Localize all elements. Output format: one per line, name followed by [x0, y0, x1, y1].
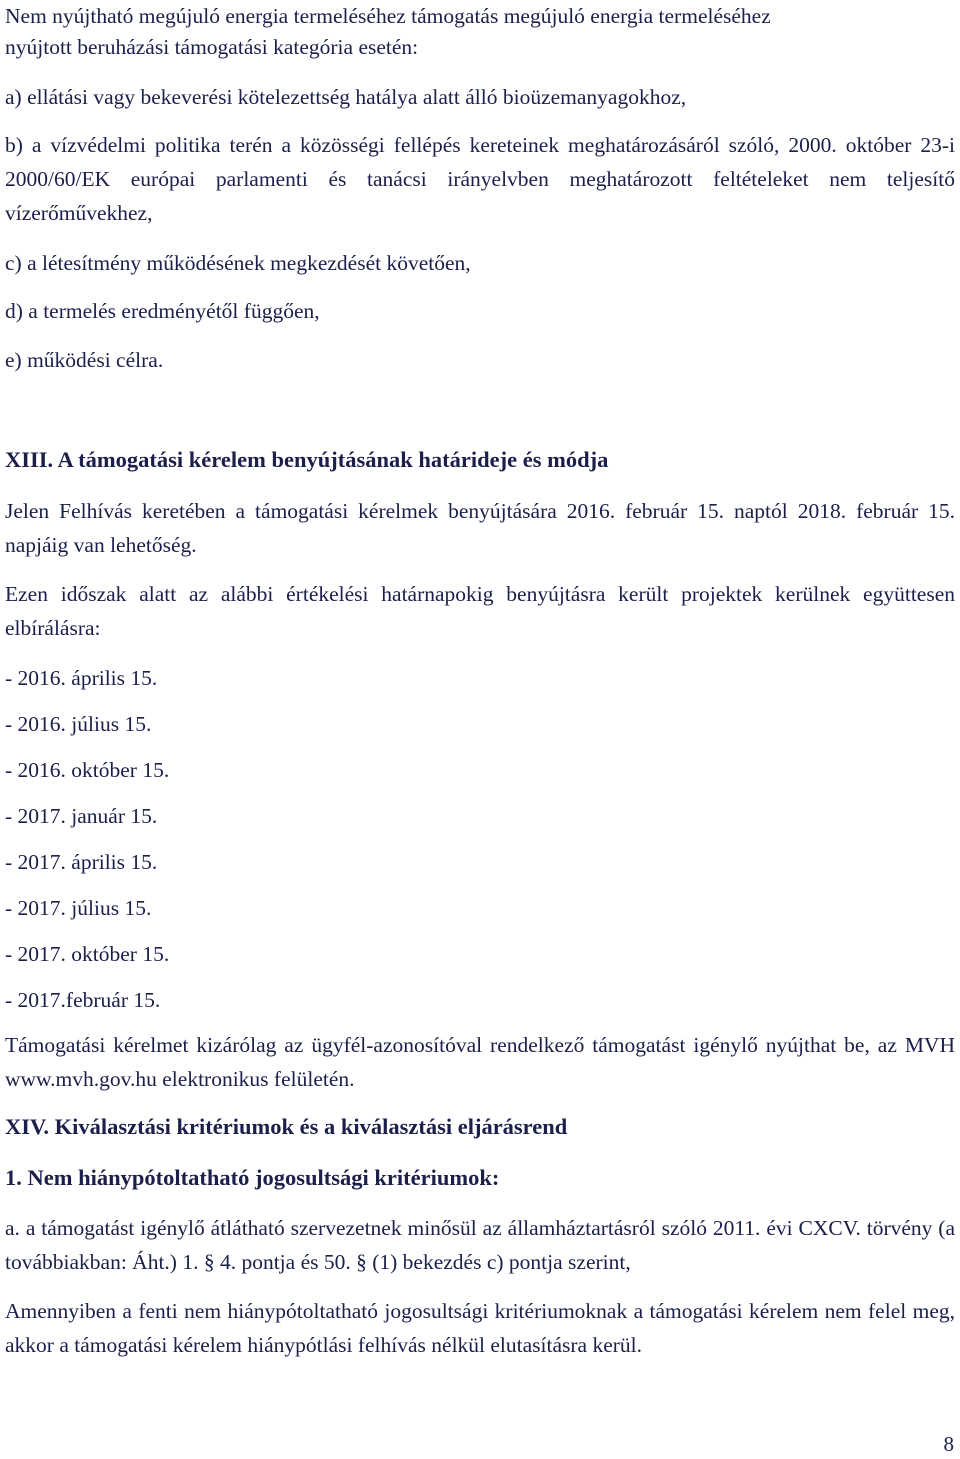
section-14-paragraph-1: a. a támogatást igénylő átlátható szervezetnek minősül az államháztartásról szóló 2011. évi CXCV. törvény (a továbbiakban: Áht.) 1. § 4. pontja és 50. § (1) bekezdés c) pontja szerint, — [5, 1216, 955, 1274]
list-item: c) a létesítmény működésének megkezdését követően, — [5, 251, 471, 275]
list-item: d) a termelés eredményétől függően, — [5, 299, 320, 323]
section-13-paragraph-2: Ezen időszak alatt az alábbi értékelési határnapokig benyújtásra került projektek kerülnek együttesen elbírálásra: — [5, 582, 955, 640]
section-14-paragraph-2: Amennyiben a fenti nem hiánypótoltatható jogosultsági kritériumoknak a támogatási kérelem nem felel meg, akkor a támogatási kérelem hiánypótlási felhívás nélkül elutasításra kerül. — [5, 1299, 955, 1357]
deadline-item: - 2017. április 15. — [5, 850, 158, 874]
deadline-item: - 2016. április 15. — [5, 666, 158, 690]
section-13-paragraph-3: Támogatási kérelmet kizárólag az ügyfél-azonosítóval rendelkező támogatást igénylő nyújthat be, az MVH www.mvh.gov.hu elektronikus felületén. — [5, 1033, 955, 1091]
intro-line-1: Nem nyújtható megújuló energia termeléséhez támogatás megújuló energia termeléséhez — [5, 4, 771, 28]
list-item: b) a vízvédelmi politika terén a közösségi fellépés kereteinek meghatározásáról szóló, 2000. október 23-i 2000/60/EK európai parlamenti és tanácsi irányelvben meghatározott feltételeket nem teljesítő vízerőművekhez, — [5, 133, 955, 225]
list-item: e) működési célra. — [5, 348, 164, 372]
section-14-subtitle: 1. Nem hiánypótoltatható jogosultsági kritériumok: — [5, 1165, 500, 1190]
deadline-item: - 2017. január 15. — [5, 804, 158, 828]
deadline-item: - 2017. október 15. — [5, 942, 170, 966]
deadline-item: - 2016. július 15. — [5, 712, 152, 736]
intro-line-2: nyújtott beruházási támogatási kategória esetén: — [5, 35, 419, 59]
section-14-title: XIV. Kiválasztási kritériumok és a kiválasztási eljárásrend — [5, 1114, 568, 1139]
deadline-item: - 2017. július 15. — [5, 896, 152, 920]
section-13-paragraph-1: Jelen Felhívás keretében a támogatási kérelmek benyújtására 2016. február 15. naptól 2018. február 15. napjáig van lehetőség. — [5, 499, 955, 557]
deadline-item: - 2017.február 15. — [5, 988, 161, 1012]
section-13-title: XIII. A támogatási kérelem benyújtásának határideje és módja — [5, 447, 609, 472]
list-item: a) ellátási vagy bekeverési kötelezettség hatálya alatt álló bioüzemanyagokhoz, — [5, 85, 687, 109]
page-number: 8 — [943, 1432, 954, 1456]
deadline-item: - 2016. október 15. — [5, 758, 170, 782]
